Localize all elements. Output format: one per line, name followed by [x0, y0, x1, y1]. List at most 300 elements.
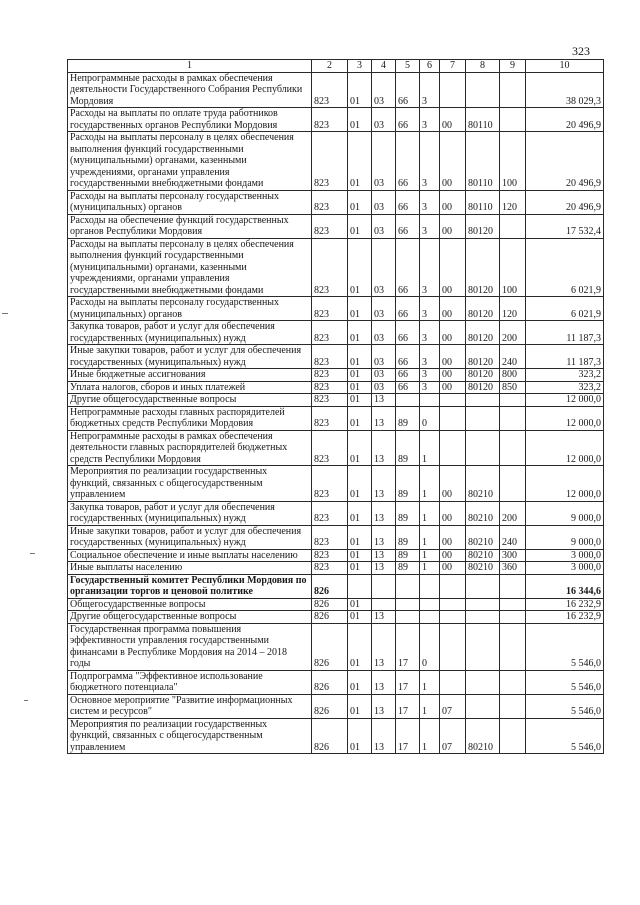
- code-cell-c8: [466, 574, 500, 598]
- table-row: [68, 321, 604, 345]
- code-cell-c9: 200: [500, 501, 526, 525]
- code-cell-c7: [440, 611, 466, 624]
- code-cell-c4: 13: [372, 694, 396, 718]
- code-cell-c4: 13: [372, 466, 396, 502]
- code-cell-c4: [372, 598, 396, 611]
- table-row: [68, 214, 604, 238]
- code-cell-c9: 100: [500, 238, 526, 297]
- row-name: Социальное обеспечение и иные выплаты населению: [68, 549, 312, 562]
- code-cell-c9: [500, 430, 526, 466]
- code-cell-c8: 80210: [466, 718, 500, 754]
- row-name: Расходы на выплаты персоналу государственных (муниципальных) органов: [68, 190, 312, 214]
- code-cell-c6: 3: [420, 345, 440, 369]
- amount-cell: 5 546,0: [526, 670, 604, 694]
- code-cell-c3: 01: [348, 525, 372, 549]
- budget-table: [67, 59, 604, 754]
- code-cell-c4: 13: [372, 670, 396, 694]
- table-row: [68, 345, 604, 369]
- code-cell-c5: [396, 611, 420, 624]
- amount-cell: 16 232,9: [526, 598, 604, 611]
- code-cell-c4: 13: [372, 501, 396, 525]
- row-name: Иные закупки товаров, работ и услуг для обеспечения государственных (муниципальных) нужд: [68, 525, 312, 549]
- code-cell-c5: 89: [396, 525, 420, 549]
- code-cell-c3: 01: [348, 394, 372, 407]
- code-cell-c3: 01: [348, 132, 372, 191]
- code-cell-c2: 823: [312, 238, 348, 297]
- code-cell-c3: 01: [348, 694, 372, 718]
- row-name: Другие общегосударственные вопросы: [68, 394, 312, 407]
- code-cell-c5: 66: [396, 238, 420, 297]
- code-cell-c7: 00: [440, 132, 466, 191]
- code-cell-c7: 00: [440, 345, 466, 369]
- row-name: Непрограммные расходы в рамках обеспечения деятельности главных распорядителей бюджетных средств Республики Мордовия: [68, 430, 312, 466]
- code-cell-c8: 80110: [466, 190, 500, 214]
- code-cell-c5: 66: [396, 190, 420, 214]
- table-row: [68, 406, 604, 430]
- code-cell-c9: [500, 466, 526, 502]
- code-cell-c7: [440, 406, 466, 430]
- code-cell-c6: 3: [420, 321, 440, 345]
- code-cell-c6: 0: [420, 406, 440, 430]
- code-cell-c6: 3: [420, 238, 440, 297]
- amount-cell: 12 000,0: [526, 466, 604, 502]
- table-row: [68, 549, 604, 562]
- code-cell-c6: [420, 598, 440, 611]
- code-cell-c7: 00: [440, 321, 466, 345]
- code-cell-c5: [396, 574, 420, 598]
- code-cell-c9: [500, 394, 526, 407]
- code-cell-c7: 07: [440, 694, 466, 718]
- code-cell-c9: 850: [500, 381, 526, 394]
- code-cell-c3: 01: [348, 108, 372, 132]
- code-cell-c4: 03: [372, 381, 396, 394]
- amount-cell: 12 000,0: [526, 430, 604, 466]
- code-cell-c2: 823: [312, 72, 348, 108]
- code-cell-c6: 1: [420, 718, 440, 754]
- table-row: [68, 381, 604, 394]
- code-cell-c4: [372, 574, 396, 598]
- amount-cell: 20 496,9: [526, 190, 604, 214]
- row-name: Непрограммные расходы в рамках обеспечения деятельности Государственного Собрания Республики Мордовия: [68, 72, 312, 108]
- code-cell-c7: 00: [440, 466, 466, 502]
- column-header-8: 8: [466, 60, 500, 73]
- code-cell-c9: 200: [500, 321, 526, 345]
- column-header-7: 7: [440, 60, 466, 73]
- table-row: [68, 562, 604, 575]
- code-cell-c9: [500, 72, 526, 108]
- amount-cell: 16 344,6: [526, 574, 604, 598]
- amount-cell: 12 000,0: [526, 406, 604, 430]
- code-cell-c6: 3: [420, 190, 440, 214]
- amount-cell: 20 496,9: [526, 132, 604, 191]
- code-cell-c4: 03: [372, 321, 396, 345]
- amount-cell: 323,2: [526, 381, 604, 394]
- code-cell-c3: 01: [348, 238, 372, 297]
- amount-cell: 20 496,9: [526, 108, 604, 132]
- code-cell-c4: 03: [372, 214, 396, 238]
- code-cell-c8: 80210: [466, 549, 500, 562]
- code-cell-c7: [440, 598, 466, 611]
- code-cell-c8: [466, 394, 500, 407]
- code-cell-c2: 826: [312, 670, 348, 694]
- row-name: Иные выплаты населению: [68, 562, 312, 575]
- amount-cell: 38 029,3: [526, 72, 604, 108]
- code-cell-c8: 80210: [466, 525, 500, 549]
- code-cell-c7: 00: [440, 562, 466, 575]
- amount-cell: 5 546,0: [526, 623, 604, 670]
- column-header-3: 3: [348, 60, 372, 73]
- code-cell-c8: 80210: [466, 466, 500, 502]
- code-cell-c5: 89: [396, 501, 420, 525]
- code-cell-c2: 823: [312, 549, 348, 562]
- code-cell-c6: 1: [420, 525, 440, 549]
- table-row: [68, 501, 604, 525]
- amount-cell: 3 000,0: [526, 562, 604, 575]
- code-cell-c8: 80110: [466, 108, 500, 132]
- code-cell-c6: 0: [420, 623, 440, 670]
- code-cell-c7: 00: [440, 214, 466, 238]
- amount-cell: 323,2: [526, 369, 604, 382]
- code-cell-c3: 01: [348, 466, 372, 502]
- code-cell-c5: [396, 598, 420, 611]
- table-row: [68, 238, 604, 297]
- code-cell-c5: 66: [396, 381, 420, 394]
- code-cell-c3: 01: [348, 623, 372, 670]
- code-cell-c2: 826: [312, 694, 348, 718]
- table-row: [68, 718, 604, 754]
- code-cell-c3: 01: [348, 297, 372, 321]
- code-cell-c4: 13: [372, 562, 396, 575]
- code-cell-c9: 300: [500, 549, 526, 562]
- code-cell-c3: 01: [348, 321, 372, 345]
- code-cell-c5: 17: [396, 718, 420, 754]
- code-cell-c7: 07: [440, 718, 466, 754]
- column-header-5: 5: [396, 60, 420, 73]
- amount-cell: 6 021,9: [526, 297, 604, 321]
- code-cell-c7: 00: [440, 549, 466, 562]
- code-cell-c8: 80120: [466, 345, 500, 369]
- code-cell-c3: 01: [348, 406, 372, 430]
- code-cell-c2: 823: [312, 369, 348, 382]
- amount-cell: 12 000,0: [526, 394, 604, 407]
- code-cell-c8: [466, 406, 500, 430]
- column-header-4: 4: [372, 60, 396, 73]
- code-cell-c9: [500, 694, 526, 718]
- code-cell-c9: 240: [500, 345, 526, 369]
- code-cell-c7: 00: [440, 369, 466, 382]
- column-header-1: 1: [68, 60, 312, 73]
- code-cell-c5: [396, 394, 420, 407]
- code-cell-c4: 03: [372, 345, 396, 369]
- code-cell-c9: [500, 108, 526, 132]
- row-name: Иные бюджетные ассигнования: [68, 369, 312, 382]
- table-row: [68, 574, 604, 598]
- code-cell-c6: 1: [420, 430, 440, 466]
- code-cell-c8: [466, 72, 500, 108]
- code-cell-c8: 80210: [466, 501, 500, 525]
- row-name: Основное мероприятие "Развитие информационных систем и ресурсов": [68, 694, 312, 718]
- code-cell-c4: 03: [372, 369, 396, 382]
- code-cell-c8: [466, 611, 500, 624]
- table-row: [68, 297, 604, 321]
- table-row: [68, 694, 604, 718]
- code-cell-c8: 80120: [466, 238, 500, 297]
- code-cell-c6: [420, 611, 440, 624]
- code-cell-c9: [500, 574, 526, 598]
- code-cell-c8: [466, 598, 500, 611]
- table-row: [68, 430, 604, 466]
- code-cell-c4: 13: [372, 718, 396, 754]
- row-name: Расходы на выплаты по оплате труда работников государственных органов Республики Мордовия: [68, 108, 312, 132]
- code-cell-c9: 800: [500, 369, 526, 382]
- code-cell-c4: 03: [372, 108, 396, 132]
- amount-cell: 11 187,3: [526, 321, 604, 345]
- scan-speck: [30, 553, 35, 554]
- code-cell-c5: 89: [396, 549, 420, 562]
- amount-cell: 17 532,4: [526, 214, 604, 238]
- amount-cell: 6 021,9: [526, 238, 604, 297]
- row-name: Государственный комитет Республики Мордовия по организации торгов и ценовой политике: [68, 574, 312, 598]
- code-cell-c5: 17: [396, 694, 420, 718]
- row-name: Подпрограмма "Эффективное использование бюджетного потенциала": [68, 670, 312, 694]
- code-cell-c7: [440, 623, 466, 670]
- row-name: Иные закупки товаров, работ и услуг для обеспечения государственных (муниципальных) нужд: [68, 345, 312, 369]
- code-cell-c7: [440, 394, 466, 407]
- code-cell-c9: [500, 214, 526, 238]
- row-name: Закупка товаров, работ и услуг для обеспечения государственных (муниципальных) нужд: [68, 501, 312, 525]
- code-cell-c7: 00: [440, 381, 466, 394]
- code-cell-c8: [466, 623, 500, 670]
- code-cell-c2: 823: [312, 297, 348, 321]
- code-cell-c6: 1: [420, 562, 440, 575]
- code-cell-c2: 823: [312, 214, 348, 238]
- code-cell-c8: 80210: [466, 562, 500, 575]
- scan-speck: [24, 700, 28, 701]
- code-cell-c8: 80120: [466, 214, 500, 238]
- code-cell-c8: 80120: [466, 297, 500, 321]
- column-header-2: 2: [312, 60, 348, 73]
- code-cell-c9: 100: [500, 132, 526, 191]
- page-number: 323: [572, 44, 590, 58]
- table-row: [68, 525, 604, 549]
- code-cell-c2: 823: [312, 394, 348, 407]
- code-cell-c6: 1: [420, 549, 440, 562]
- header-row: [68, 60, 604, 73]
- code-cell-c3: 01: [348, 611, 372, 624]
- code-cell-c5: 17: [396, 623, 420, 670]
- code-cell-c7: [440, 430, 466, 466]
- code-cell-c5: 66: [396, 369, 420, 382]
- code-cell-c2: 826: [312, 718, 348, 754]
- row-name: Уплата налогов, сборов и иных платежей: [68, 381, 312, 394]
- code-cell-c3: 01: [348, 381, 372, 394]
- code-cell-c4: 13: [372, 611, 396, 624]
- table-row: [68, 598, 604, 611]
- column-header-10: 10: [526, 60, 604, 73]
- code-cell-c9: 120: [500, 190, 526, 214]
- table-row: [68, 132, 604, 191]
- code-cell-c5: 89: [396, 562, 420, 575]
- code-cell-c8: 80120: [466, 321, 500, 345]
- code-cell-c6: 1: [420, 670, 440, 694]
- table-row: [68, 108, 604, 132]
- code-cell-c4: 13: [372, 549, 396, 562]
- row-name: Общегосударственные вопросы: [68, 598, 312, 611]
- code-cell-c5: 89: [396, 406, 420, 430]
- code-cell-c5: 66: [396, 345, 420, 369]
- column-header-6: 6: [420, 60, 440, 73]
- code-cell-c7: 00: [440, 108, 466, 132]
- table-row: [68, 190, 604, 214]
- row-name: Мероприятия по реализации государственных функций, связанных с общегосударственным управлением: [68, 466, 312, 502]
- code-cell-c9: [500, 670, 526, 694]
- row-name: Мероприятия по реализации государственных функций, связанных с общегосударственным управлением: [68, 718, 312, 754]
- code-cell-c5: 17: [396, 670, 420, 694]
- code-cell-c4: 13: [372, 406, 396, 430]
- code-cell-c2: 826: [312, 598, 348, 611]
- table-row: [68, 466, 604, 502]
- code-cell-c3: 01: [348, 670, 372, 694]
- code-cell-c6: 3: [420, 214, 440, 238]
- code-cell-c9: [500, 598, 526, 611]
- row-name: Расходы на выплаты персоналу в целях обеспечения выполнения функций государственными (муниципальными) органами, казенными учреждениями, органами управления государственными внебюджетными фондами: [68, 132, 312, 191]
- code-cell-c2: 823: [312, 132, 348, 191]
- code-cell-c8: [466, 670, 500, 694]
- code-cell-c4: 03: [372, 190, 396, 214]
- code-cell-c2: 826: [312, 574, 348, 598]
- code-cell-c4: 13: [372, 525, 396, 549]
- amount-cell: 16 232,9: [526, 611, 604, 624]
- code-cell-c4: 03: [372, 132, 396, 191]
- amount-cell: 5 546,0: [526, 718, 604, 754]
- table-row: [68, 394, 604, 407]
- code-cell-c7: [440, 574, 466, 598]
- code-cell-c4: 03: [372, 297, 396, 321]
- code-cell-c5: 66: [396, 108, 420, 132]
- code-cell-c8: 80110: [466, 132, 500, 191]
- code-cell-c3: 01: [348, 369, 372, 382]
- code-cell-c5: 89: [396, 430, 420, 466]
- code-cell-c3: 01: [348, 430, 372, 466]
- code-cell-c6: 3: [420, 381, 440, 394]
- code-cell-c8: [466, 694, 500, 718]
- code-cell-c8: [466, 430, 500, 466]
- code-cell-c7: 00: [440, 238, 466, 297]
- code-cell-c5: 89: [396, 466, 420, 502]
- column-header-9: 9: [500, 60, 526, 73]
- code-cell-c9: [500, 623, 526, 670]
- code-cell-c6: [420, 574, 440, 598]
- code-cell-c2: 826: [312, 623, 348, 670]
- row-name: Другие общегосударственные вопросы: [68, 611, 312, 624]
- code-cell-c7: [440, 670, 466, 694]
- code-cell-c9: 120: [500, 297, 526, 321]
- code-cell-c5: 66: [396, 297, 420, 321]
- amount-cell: 5 546,0: [526, 694, 604, 718]
- code-cell-c7: 00: [440, 190, 466, 214]
- amount-cell: 11 187,3: [526, 345, 604, 369]
- code-cell-c3: 01: [348, 549, 372, 562]
- code-cell-c6: 3: [420, 297, 440, 321]
- code-cell-c7: 00: [440, 501, 466, 525]
- table-row: [68, 369, 604, 382]
- code-cell-c2: 823: [312, 501, 348, 525]
- code-cell-c5: 66: [396, 214, 420, 238]
- row-name: Закупка товаров, работ и услуг для обеспечения государственных (муниципальных) нужд: [68, 321, 312, 345]
- code-cell-c2: 823: [312, 190, 348, 214]
- code-cell-c2: 826: [312, 611, 348, 624]
- code-cell-c2: 823: [312, 525, 348, 549]
- code-cell-c9: 240: [500, 525, 526, 549]
- row-name: Государственная программа повышения эффективности управления государственными финансами в Республике Мордовия на 2014 – 2018 годы: [68, 623, 312, 670]
- code-cell-c8: 80120: [466, 381, 500, 394]
- amount-cell: 9 000,0: [526, 501, 604, 525]
- code-cell-c6: 1: [420, 694, 440, 718]
- table-row: [68, 623, 604, 670]
- code-cell-c5: 66: [396, 72, 420, 108]
- code-cell-c6: 1: [420, 466, 440, 502]
- code-cell-c6: 3: [420, 72, 440, 108]
- code-cell-c6: 3: [420, 132, 440, 191]
- amount-cell: 3 000,0: [526, 549, 604, 562]
- code-cell-c3: 01: [348, 718, 372, 754]
- code-cell-c3: 01: [348, 562, 372, 575]
- code-cell-c2: 823: [312, 562, 348, 575]
- code-cell-c5: 66: [396, 321, 420, 345]
- table-row: [68, 611, 604, 624]
- code-cell-c3: 01: [348, 214, 372, 238]
- code-cell-c7: [440, 72, 466, 108]
- code-cell-c7: 00: [440, 297, 466, 321]
- code-cell-c6: 1: [420, 501, 440, 525]
- code-cell-c3: [348, 574, 372, 598]
- code-cell-c5: 66: [396, 132, 420, 191]
- table-body: [68, 72, 604, 754]
- code-cell-c2: 823: [312, 406, 348, 430]
- code-cell-c2: 823: [312, 345, 348, 369]
- code-cell-c2: 823: [312, 381, 348, 394]
- code-cell-c6: 3: [420, 108, 440, 132]
- row-name: Расходы на обеспечение функций государственных органов Республики Мордовия: [68, 214, 312, 238]
- code-cell-c2: 823: [312, 108, 348, 132]
- row-name: Непрограммные расходы главных распорядителей бюджетных средств Республики Мордовия: [68, 406, 312, 430]
- code-cell-c9: [500, 718, 526, 754]
- table-row: [68, 72, 604, 108]
- code-cell-c4: 13: [372, 623, 396, 670]
- code-cell-c2: 823: [312, 466, 348, 502]
- code-cell-c4: 13: [372, 430, 396, 466]
- table-row: [68, 670, 604, 694]
- code-cell-c9: [500, 406, 526, 430]
- code-cell-c4: 13: [372, 394, 396, 407]
- row-name: Расходы на выплаты персоналу государственных (муниципальных) органов: [68, 297, 312, 321]
- code-cell-c7: 00: [440, 525, 466, 549]
- code-cell-c9: 360: [500, 562, 526, 575]
- code-cell-c3: 01: [348, 598, 372, 611]
- code-cell-c4: 03: [372, 238, 396, 297]
- code-cell-c6: [420, 394, 440, 407]
- row-name: Расходы на выплаты персоналу в целях обеспечения выполнения функций государственными (муниципальными) органами, казенными учреждениями, органами управления государственными внебюджетными фондами: [68, 238, 312, 297]
- code-cell-c4: 03: [372, 72, 396, 108]
- code-cell-c6: 3: [420, 369, 440, 382]
- code-cell-c8: 80120: [466, 369, 500, 382]
- scan-speck: [2, 313, 8, 314]
- code-cell-c3: 01: [348, 190, 372, 214]
- code-cell-c3: 01: [348, 501, 372, 525]
- code-cell-c9: [500, 611, 526, 624]
- amount-cell: 9 000,0: [526, 525, 604, 549]
- code-cell-c3: 01: [348, 72, 372, 108]
